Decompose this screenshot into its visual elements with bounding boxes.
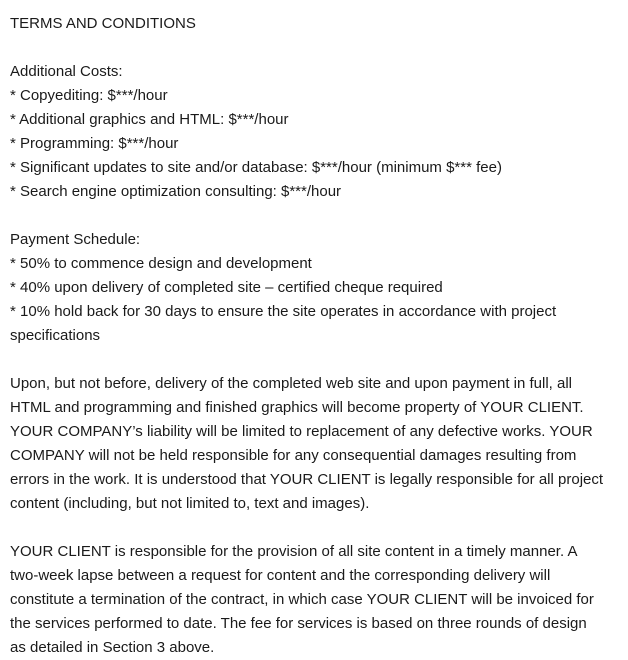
paragraph-line: as detailed in Section 3 above. — [10, 639, 215, 656]
payment-item-10: * 10% hold back for 30 days to ensure the site operates in accordance with project — [10, 303, 557, 320]
paragraph-line: COMPANY will not be held responsible for any consequential damages resulting from — [10, 447, 577, 464]
cost-item-graphics-html: * Additional graphics and HTML: $***/hour — [10, 111, 289, 128]
payment-item-50: * 50% to commence design and development — [10, 255, 312, 272]
spacer — [10, 348, 620, 372]
cost-item-significant-updates: * Significant updates to site and/or database: $***/hour (minimum $*** fee) — [10, 159, 502, 176]
cost-item-copyediting: * Copyediting: $***/hour — [10, 87, 168, 104]
cost-item-programming: * Programming: $***/hour — [10, 135, 179, 152]
cost-item-seo-consulting: * Search engine optimization consulting: $***/hour — [10, 183, 342, 200]
spacer — [10, 516, 620, 540]
paragraph-line: Upon, but not before, delivery of the completed web site and upon payment in full, all — [10, 375, 573, 392]
paragraph-line: content (including, but not limited to, text and images). — [10, 495, 370, 512]
payment-item-40: * 40% upon delivery of completed site – certified cheque required — [10, 279, 443, 296]
paragraph-line: HTML and programming and finished graphics will become property of YOUR CLIENT. — [10, 399, 584, 416]
paragraph-line: YOUR CLIENT is responsible for the provision of all site content in a timely manner. A — [10, 543, 578, 560]
ownership-paragraph — [10, 372, 620, 516]
spacer — [10, 204, 620, 228]
paragraph-line: YOUR COMPANY’s liability will be limited to replacement of any defective works. YOUR — [10, 423, 593, 440]
paragraph-line: errors in the work. It is understood that YOUR CLIENT is legally responsible for all project — [10, 471, 604, 488]
paragraph-line: constitute a termination of the contract, in which case YOUR CLIENT will be invoiced for — [10, 591, 594, 608]
payment-schedule-heading: Payment Schedule: — [10, 231, 141, 248]
paragraph-line: the services performed to date. The fee for services is based on three rounds of design — [10, 615, 587, 632]
paragraph-line: two-week lapse between a request for content and the corresponding delivery will — [10, 567, 551, 584]
terms-document — [10, 12, 620, 660]
additional-costs-heading: Additional Costs: — [10, 63, 123, 80]
payment-item-10-continued: specifications — [10, 327, 101, 344]
content-paragraph — [10, 540, 620, 660]
document-title: TERMS AND CONDITIONS — [10, 15, 196, 32]
spacer — [10, 36, 620, 60]
